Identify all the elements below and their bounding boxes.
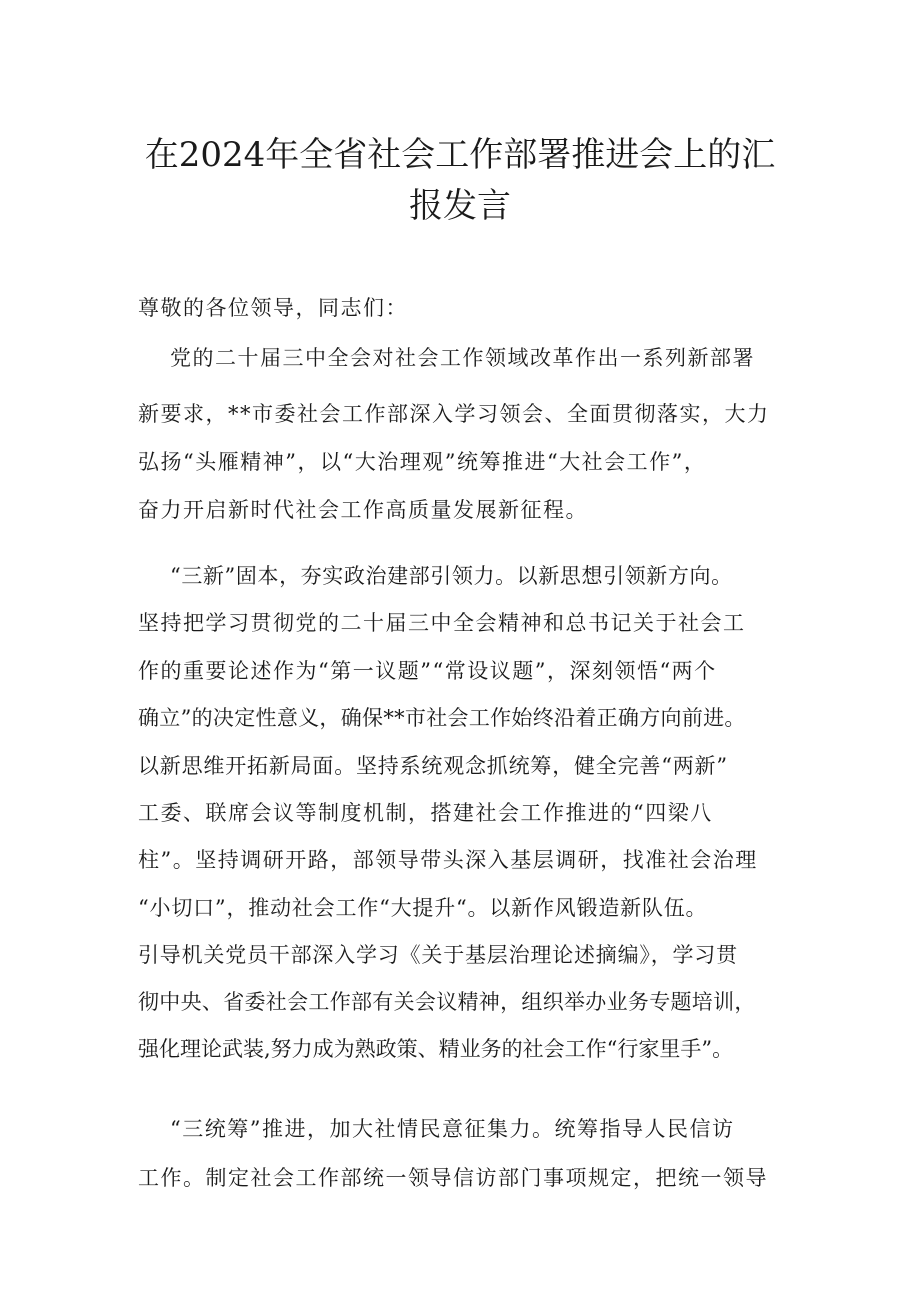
paragraph-1-line-4: 奋力开启新时代社会工作高质量发展新征程。 xyxy=(138,498,588,522)
paragraph-2-line-11: 强化理论武装,努力成为熟政策、精业务的社会工作“行家里手”。 xyxy=(138,1037,734,1061)
paragraph-1-line-2: 新要求，**市委社会工作部深入学习领会、全面贯彻落实，大力 xyxy=(138,402,770,426)
paragraph-2-line-5: 以新思维开拓新局面。坚持系统观念抓统筹，健全完善“两新” xyxy=(138,754,728,778)
salutation: 尊敬的各位领导，同志们： xyxy=(138,296,408,320)
paragraph-1-line-1: 党的二十届三中全会对社会工作领域改革作出一系列新部署 xyxy=(170,346,755,370)
paragraph-3-line-1: “三统筹”推进，加大社情民意征集力。统筹指导人民信访 xyxy=(170,1117,735,1141)
paragraph-2-line-4: 确立”的决定性意义，确保**市社会工作始终沿着正确方向前进。 xyxy=(138,706,746,730)
paragraph-2-line-1: “三新”固本，夯实政治建部引领力。以新思想引领新方向。 xyxy=(170,564,733,588)
document-title-line-2: 报发言 xyxy=(409,186,511,226)
paragraph-2-line-10: 彻中央、省委社会工作部有关会议精神，组织举办业务专题培训， xyxy=(138,990,756,1014)
paragraph-2-line-6: 工委、联席会议等制度机制，搭建社会工作推进的“四梁八 xyxy=(138,801,713,825)
paragraph-2-line-3: 作的重要论述作为“第一议题”“常设议题”，深刻领悟“两个 xyxy=(138,659,717,683)
paragraph-2-line-7: 柱”。坚持调研开路，部领导带头深入基层调研，找准社会治理 xyxy=(138,848,758,872)
document-title-line-1: 在2024年全省社会工作部署推进会上的汇 xyxy=(144,135,776,175)
paragraph-2-line-2: 坚持把学习贯彻党的二十届三中全会精神和总书记关于社会工 xyxy=(138,611,746,635)
paragraph-1-line-3: 弘扬“头雁精神”，以“大治理观”统筹推进“大社会工作”， xyxy=(138,450,707,474)
paragraph-2-line-8: “小切口”，推动社会工作“大提升“。以新作风锻造新队伍。 xyxy=(138,896,708,920)
paragraph-3-line-2: 工作。制定社会工作部统一领导信访部门事项规定，把统一领导 xyxy=(138,1166,768,1190)
paragraph-2-line-9: 引导机关党员干部深入学习《关于基层治理论述摘编》，学习贯 xyxy=(138,943,738,967)
